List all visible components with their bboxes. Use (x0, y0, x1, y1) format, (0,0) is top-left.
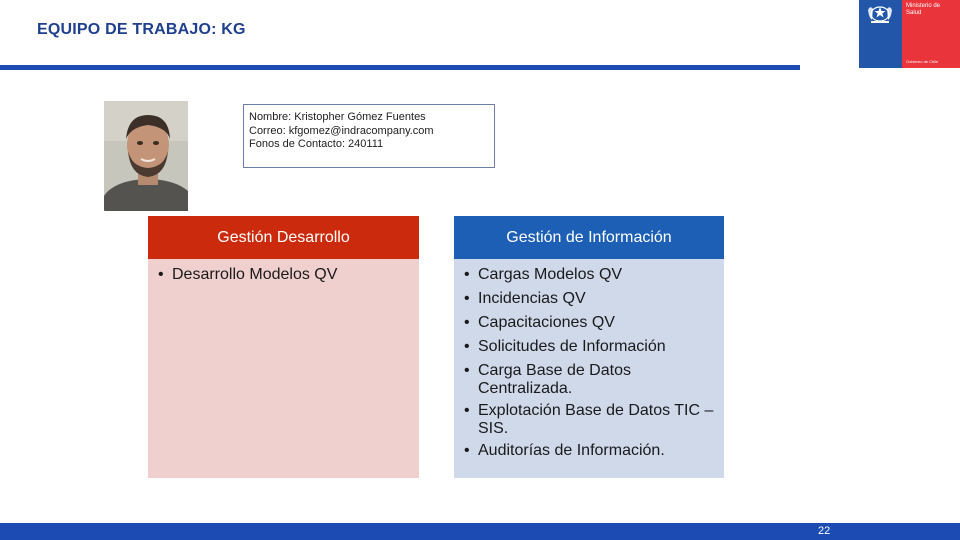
title-underline (0, 65, 800, 70)
list-item: • Carga Base de Datos Centralizada. (464, 362, 714, 398)
list-item: • Cargas Modelos QV (464, 266, 714, 284)
card-header: Gestión Desarrollo (148, 216, 419, 259)
coat-of-arms-icon (865, 2, 895, 24)
list-item: • Incidencias QV (464, 290, 714, 308)
contact-phone: Fonos de Contacto: 240111 (249, 138, 384, 150)
list-item: • Explotación Base de Datos TIC – SIS. (464, 402, 714, 438)
ministry-name: Ministerio de Salud (906, 3, 941, 16)
list-item: • Capacitaciones QV (464, 314, 714, 332)
card-body (454, 259, 724, 478)
card-gestion-desarrollo (148, 216, 419, 478)
ministry-logo (859, 0, 960, 68)
card-header: Gestión de Información (454, 216, 724, 259)
logo-red-panel (902, 0, 960, 68)
card-body (148, 259, 419, 478)
contact-info-box (243, 104, 495, 168)
contact-email: Correo: kfgomez@indracompany.com (249, 124, 434, 137)
person-portrait-icon (104, 101, 188, 211)
list-item: • Desarrollo Modelos QV (158, 266, 409, 284)
slide-title: EQUIPO DE TRABAJO: KG (37, 21, 246, 38)
contact-name: Nombre: Kristopher Gómez Fuentes (249, 111, 426, 123)
bullet-list (464, 266, 714, 460)
footer-bar (0, 523, 960, 540)
bullet-list (158, 266, 409, 284)
card-gestion-informacion (454, 216, 724, 478)
list-item: • Auditorías de Información. (464, 442, 714, 460)
logo-blue-panel (859, 0, 902, 68)
list-item: • Solicitudes de Información (464, 338, 714, 356)
page-number: 22 (818, 525, 831, 537)
government-label: Gobierno de Chile (906, 59, 939, 64)
profile-photo (104, 101, 188, 211)
